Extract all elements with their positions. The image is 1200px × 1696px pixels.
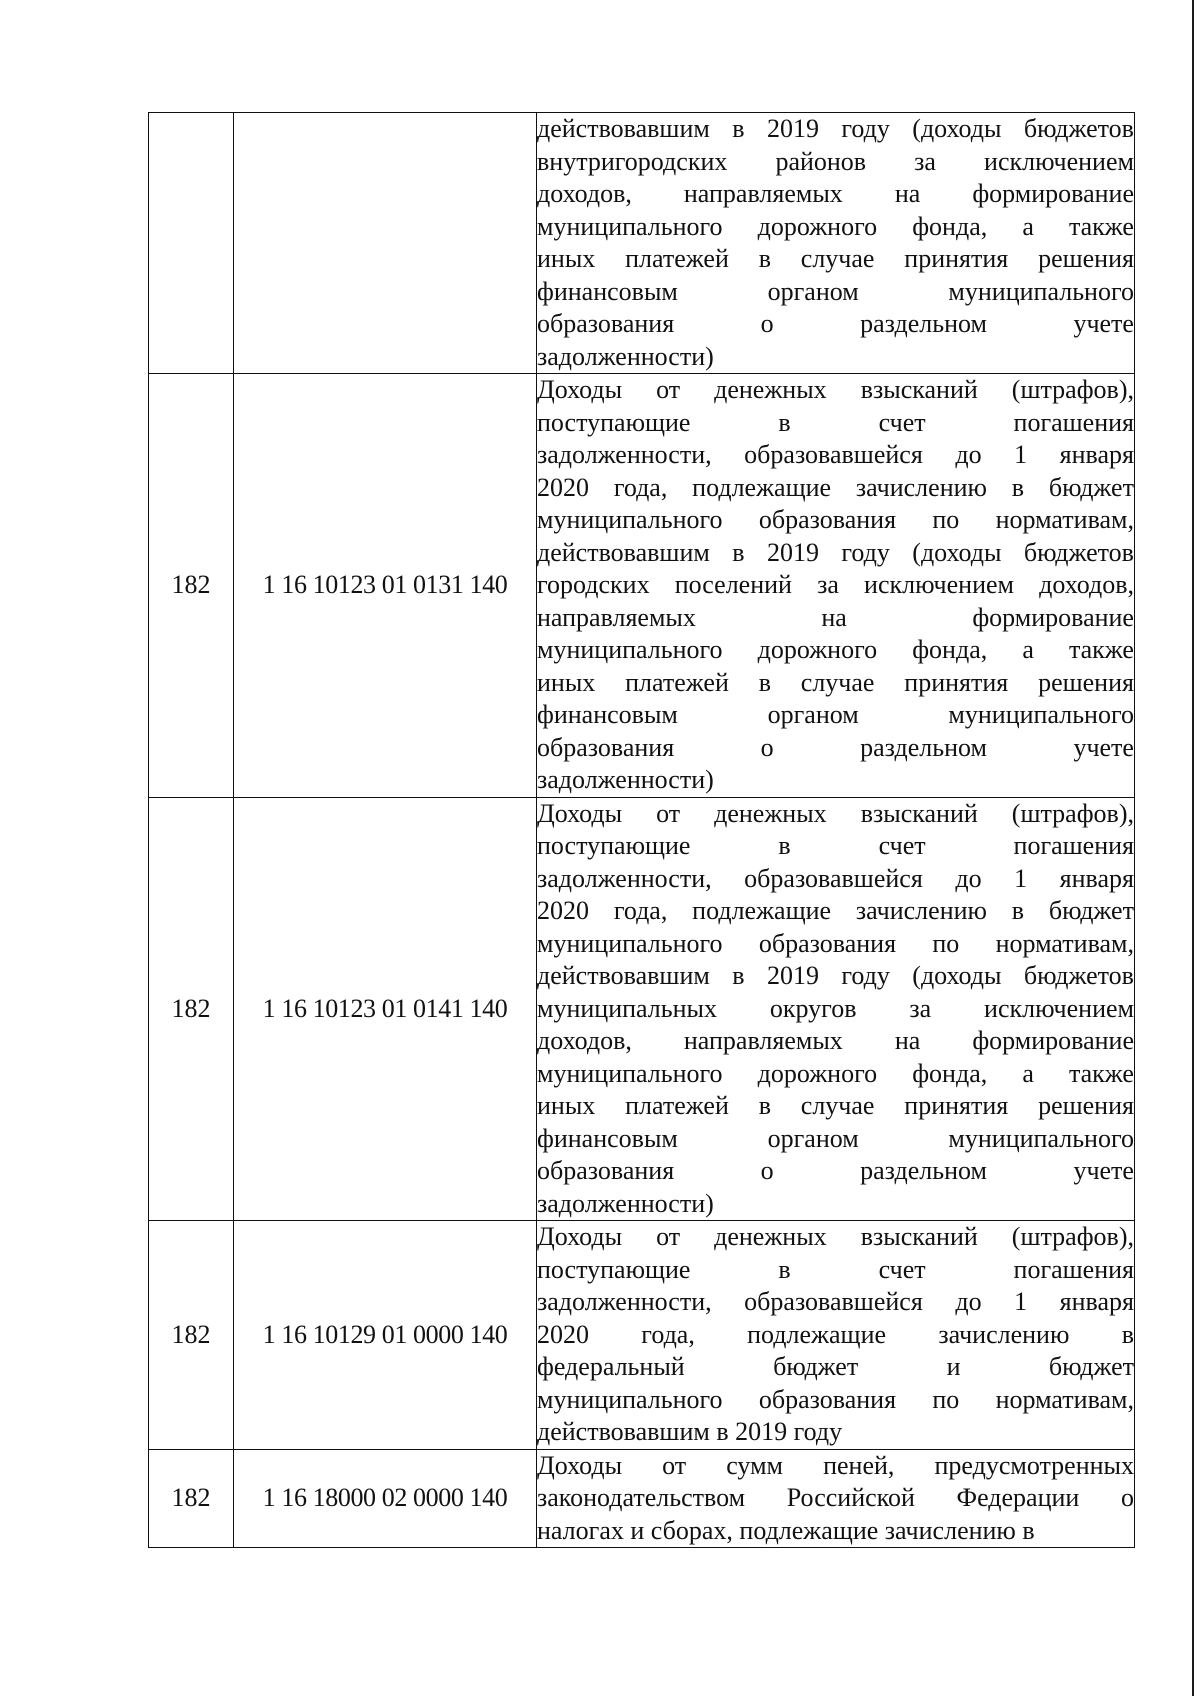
description-line: поступающие в счет погашения	[537, 407, 1134, 437]
description-line: налогах и сборах, подлежащие зачислению в	[537, 1515, 1035, 1545]
description-line: иных платежей в случае принятия решения	[537, 1091, 1134, 1120]
description-line: поступающие в счет погашения	[537, 831, 1134, 860]
description-line: федеральный бюджет и бюджет	[537, 1352, 1134, 1381]
table-row	[149, 113, 1135, 374]
description-line: муниципальных округов за исключением	[537, 993, 1134, 1023]
description-line: муниципального дорожного фонда, а также	[537, 1058, 1134, 1088]
description-line: поступающие в счет погашения	[537, 1254, 1134, 1284]
description-line: действовавшим в 2019 году (доходы бюджетов	[537, 961, 1134, 990]
description-cell	[537, 374, 1135, 798]
table-row	[149, 1221, 1135, 1450]
description-text	[537, 374, 1134, 797]
description-line: задолженности, образовавшейся до 1 января	[537, 863, 1134, 893]
table-row	[149, 797, 1135, 1221]
description-line: задолженности)	[537, 341, 714, 371]
description-line: иных платежей в случае принятия решения	[537, 667, 1134, 697]
table-body	[149, 113, 1135, 1548]
table-row	[149, 374, 1135, 798]
description-line: муниципального дорожного фонда, а также	[537, 211, 1134, 241]
description-line: муниципального образования по нормативам,	[537, 1384, 1134, 1414]
description-cell	[537, 1221, 1135, 1450]
description-line: городских поселений за исключением доходов,	[537, 570, 1134, 599]
description-line: задолженности)	[537, 1188, 714, 1218]
page-right-edge	[1192, 0, 1194, 1696]
description-line: законодательством Российской Федерации о	[537, 1483, 1134, 1512]
admin-code-cell: 182	[149, 1449, 234, 1548]
description-line: финансовым органом муниципального	[537, 1123, 1134, 1153]
description-line: задолженности, образовавшейся до 1 января	[537, 1287, 1134, 1316]
description-line: задолженности)	[537, 765, 714, 794]
description-line: задолженности, образовавшейся до 1 января	[537, 440, 1134, 469]
description-line: муниципального образования по нормативам,	[537, 928, 1134, 958]
kbk-code-cell	[234, 113, 537, 374]
description-text	[537, 1221, 1134, 1449]
admin-code-cell	[149, 113, 234, 374]
description-line: действовавшим в 2019 году (доходы бюджетов	[537, 537, 1134, 567]
description-line: Доходы от денежных взысканий (штрафов),	[537, 798, 1134, 828]
kbk-code-cell: 1 16 10129 01 0000 140	[234, 1221, 537, 1450]
admin-code-cell: 182	[149, 374, 234, 798]
description-line: образования о раздельном учете	[537, 732, 1134, 762]
description-line: Доходы от сумм пеней, предусмотренных	[537, 1450, 1134, 1480]
description-line: 2020 года, подлежащие зачислению в бюджет	[537, 472, 1134, 502]
description-cell	[537, 113, 1135, 374]
description-line: внутригородских районов за исключением	[537, 146, 1134, 176]
description-line: действовавшим в 2019 году (доходы бюджетов	[537, 114, 1134, 143]
description-line: образования о раздельном учете	[537, 1156, 1134, 1185]
description-line: муниципального дорожного фонда, а также	[537, 635, 1134, 664]
description-text	[537, 798, 1134, 1221]
description-text	[537, 113, 1134, 373]
description-line: муниципального образования по нормативам,	[537, 505, 1134, 534]
description-line: иных платежей в случае принятия решения	[537, 244, 1134, 273]
description-line: финансовым органом муниципального	[537, 700, 1134, 729]
admin-code-cell: 182	[149, 797, 234, 1221]
description-cell	[537, 797, 1135, 1221]
description-line: 2020 года, подлежащие зачислению в	[537, 1319, 1134, 1349]
description-line: доходов, направляемых на формирование	[537, 1026, 1134, 1055]
description-line: финансовым органом муниципального	[537, 276, 1134, 306]
kbk-code-cell: 1 16 10123 01 0131 140	[234, 374, 537, 798]
description-line: 2020 года, подлежащие зачислению в бюджет	[537, 896, 1134, 925]
description-line: действовавшим в 2019 году	[537, 1417, 843, 1446]
description-line: образования о раздельном учете	[537, 309, 1134, 338]
description-text	[537, 1450, 1134, 1548]
kbk-code-cell: 1 16 10123 01 0141 140	[234, 797, 537, 1221]
revenue-codes-table	[148, 112, 1135, 1548]
description-line: Доходы от денежных взысканий (штрафов),	[537, 1222, 1134, 1251]
kbk-code-cell: 1 16 18000 02 0000 140	[234, 1449, 537, 1548]
table-row	[149, 1449, 1135, 1548]
description-line: направляемых на формирование	[537, 602, 1134, 632]
description-cell	[537, 1449, 1135, 1548]
description-line: доходов, направляемых на формирование	[537, 179, 1134, 208]
description-line: Доходы от денежных взысканий (штрафов),	[537, 375, 1134, 404]
admin-code-cell: 182	[149, 1221, 234, 1450]
